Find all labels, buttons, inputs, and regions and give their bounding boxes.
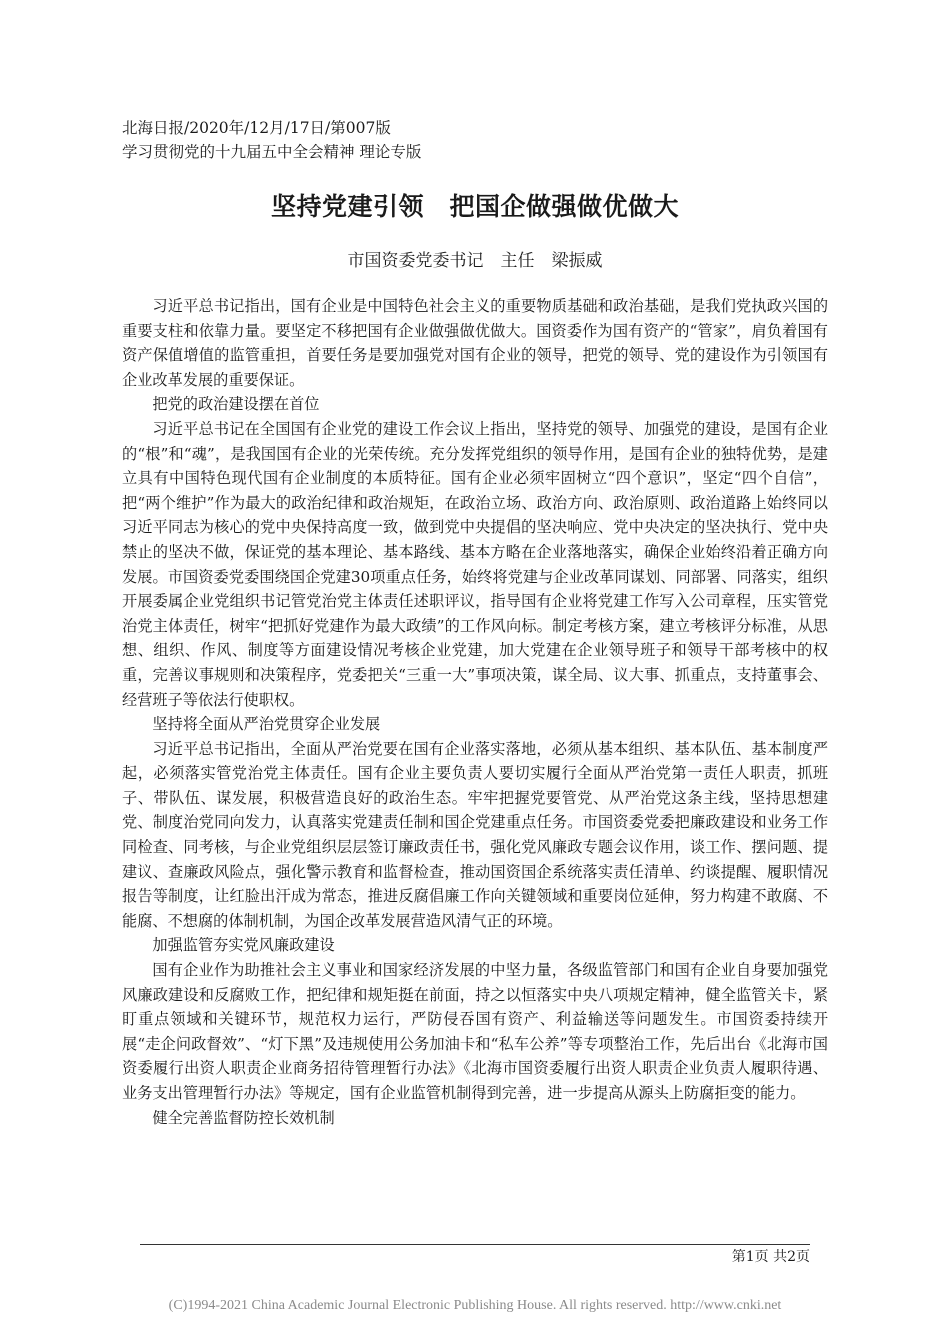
- publication-source-line: 北海日报/2020年/12月/17日/第007版: [122, 119, 391, 137]
- article-body: [122, 294, 828, 1130]
- section-heading: 加强监管夯实党风廉政建设: [152, 936, 335, 955]
- section-heading: 健全完善监督防控长效机制: [152, 1108, 335, 1127]
- publication-header: [122, 116, 842, 164]
- copyright-watermark: (C)1994-2021 China Academic Journal Electronic Publishing House. All rights reserved. http://www.cnki.net: [168, 1298, 782, 1313]
- page-number: 第1页 共2页: [731, 1249, 810, 1265]
- section-heading: 坚持将全面从严治党贯穿企业发展: [152, 715, 381, 734]
- body-paragraph: 国有企业作为助推社会主义事业和国家经济发展的中坚力量，各级监管部门和国有企业自身要加强党风廉政建设和反腐败工作，把纪律和规矩挺在前面，持之以恒落实中央八项规定精神，健全监管关卡，紧盯重点领域和关键环节，规范权力运行，严防侵吞国有资产、利益输送等问题发生。市国资委持续开展“走企问政督效”、“灯下黑”及违规使用公务加油卡和“私车公养”等专项整治工作，先后出台《北海市国资委履行出资人职责企业商务招待管理暂行办法》《北海市国资委履行出资人职责企业负责人履职待遇、业务支出管理暂行办法》等规定，国有企业监管机制得到完善，进一步提高从源头上防腐拒变的能力。: [122, 961, 828, 1102]
- article-author: 市国资委党委书记 主任 梁振威: [347, 251, 603, 271]
- body-paragraph: 习近平总书记指出，国有企业是中国特色社会主义的重要物质基础和政治基础，是我们党执政兴国的重要支柱和依靠力量。要坚定不移把国有企业做强做优做大。国资委作为国有资产的“管家”，肩负着国有资产保值增值的监管重担，首要任务是要加强党对国有企业的领导，把党的领导、党的建设作为引领国有企业改革发展的重要保证。: [122, 297, 828, 389]
- article-title: 坚持党建引领 把国企做强做优做大: [270, 192, 679, 221]
- body-paragraph: 习近平总书记在全国国有企业党的建设工作会议上指出，坚持党的领导、加强党的建设，是国有企业的“根”和“魂”，是我国国有企业的光荣传统。充分发挥党组织的领导作用，是国有企业的独特优势，是建立具有中国特色现代国有企业制度的本质特征。国有企业必须牢固树立“四个意识”，坚定“四个自信”，把“两个维护”作为最大的政治纪律和政治规矩，在政治立场、政治方向、政治原则、政治道路上始终同以习近平同志为核心的党中央保持高度一致，做到党中央提倡的坚决响应、党中央决定的坚决执行、党中央禁止的坚决不做，保证党的基本理论、基本路线、基本方略在企业落地落实，确保企业始终沿着正确方向发展。市国资委党委围绕国企党建30项重点任务，始终将党建与企业改革同谋划、同部署、同落实，组织开展委属企业党组织书记管党治党主体责任述职评议，指导国有企业将党建工作写入公司章程，压实管党治党主体责任，树牢“把抓好党建作为最大政绩”的工作风向标。制定考核方案，建立考核评分标准，从思想、组织、作风、制度等方面建设情况考核企业党建，加大党建在企业领导班子和领导干部考核中的权重，完善议事规则和决策程序，党委把关“三重一大”事项决策，谋全局、议大事、抓重点，支持董事会、经营班子等依法行使职权。: [122, 419, 828, 709]
- publication-column-line: 学习贯彻党的十九届五中全会精神 理论专版: [122, 143, 422, 161]
- body-paragraph: 习近平总书记指出，全面从严治党要在国有企业落实落地，必须从基本组织、基本队伍、基本制度严起，必须落实管党治党主体责任。国有企业主要负责人要切实履行全面从严治党第一责任人职责，抓班子、带队伍、谋发展，积极营造良好的政治生态。牢牢把握党要管党、从严治党这条主线，坚持思想建党、制度治党同向发力，认真落实党建责任制和国企党建重点任务。市国资委党委把廉政建设和业务工作同检查、同考核，与企业党组织层层签订廉政责任书，强化党风廉政专题会议作用，谈工作、摆问题、提建议、查廉政风险点，强化警示教育和监督检查，推动国资国企系统落实责任清单、约谈提醒、履职情况报告等制度，让红脸出汗成为常态，推进反腐倡廉工作向关键领域和重要岗位延伸，努力构建不敢腐、不能腐、不想腐的体制机制，为国企改革发展营造风清气正的环境。: [122, 739, 828, 930]
- section-heading: 把党的政治建设摆在首位: [152, 395, 320, 414]
- footer-divider: [140, 1244, 810, 1245]
